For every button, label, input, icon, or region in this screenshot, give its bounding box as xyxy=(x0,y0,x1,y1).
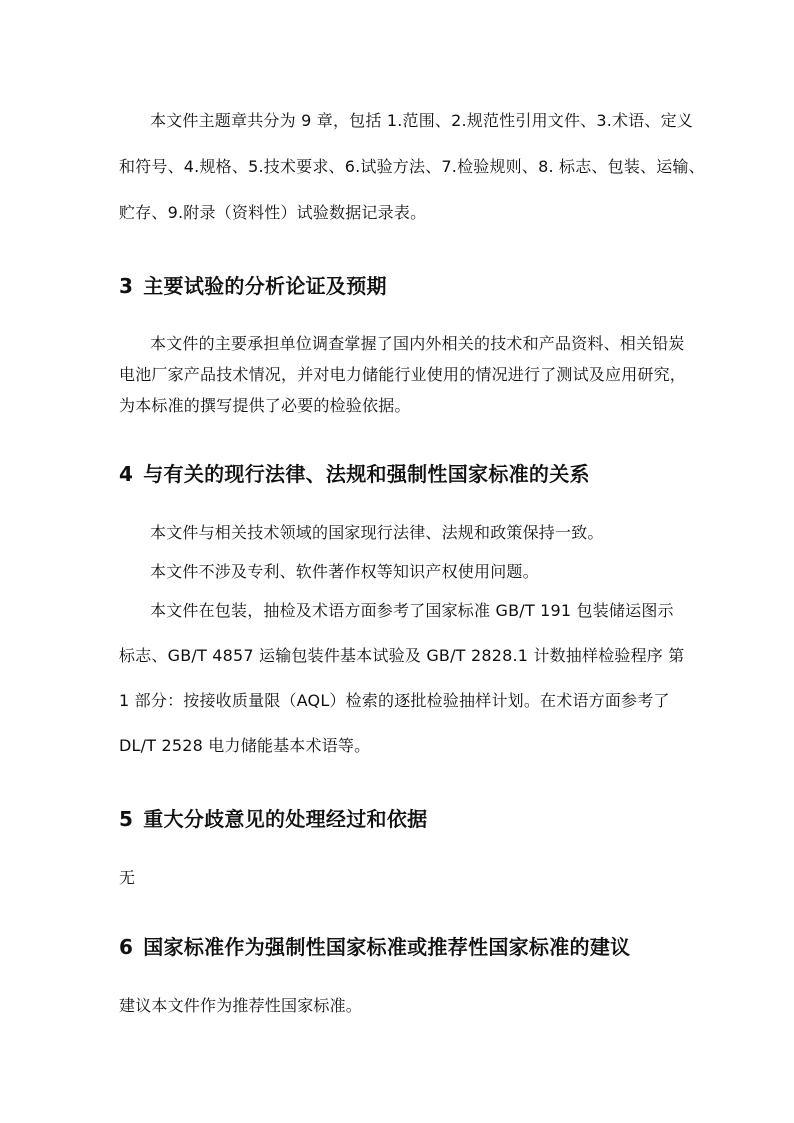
section-4-line-5: 1 部分：按接收质量限（AQL）检索的逐批检验抽样计划。在术语方面参考了 xyxy=(119,691,670,710)
intro-line-1: 本文件主题章共分为 9 章，包括 1.范围、2.规范性引用文件、3.术语、定义 xyxy=(150,111,694,130)
section-6-heading xyxy=(119,931,630,960)
section-title: 主要试验的分析论证及预期 xyxy=(143,274,387,298)
section-number: 4 xyxy=(119,462,134,486)
section-5-heading xyxy=(119,803,427,832)
section-3-heading xyxy=(119,270,387,299)
section-title: 与有关的现行法律、法规和强制性国家标准的关系 xyxy=(143,462,590,486)
section-5-line-1: 无 xyxy=(119,868,136,887)
section-title: 国家标准作为强制性国家标准或推荐性国家标准的建议 xyxy=(143,935,631,959)
section-4-line-4: 标志、GB/T 4857 运输包装件基本试验及 GB/T 2828.1 计数抽样检验程序 第 xyxy=(119,646,685,665)
section-title: 重大分歧意见的处理经过和依据 xyxy=(143,807,428,831)
section-4-line-2: 本文件不涉及专利、软件著作权等知识产权使用问题。 xyxy=(150,562,539,581)
section-number: 6 xyxy=(119,935,134,959)
section-number: 5 xyxy=(119,807,134,831)
intro-line-3: 贮存、9.附录（资料性）试验数据记录表。 xyxy=(119,203,427,222)
section-number: 3 xyxy=(119,274,134,298)
section-3-line-3: 为本标准的撰写提供了必要的检验依据。 xyxy=(119,396,411,415)
intro-line-2: 和符号、4.规格、5.技术要求、6.试验方法、7.检验规则、8. 标志、包装、运输、 xyxy=(119,157,705,176)
section-6-line-1: 建议本文件作为推荐性国家标准。 xyxy=(119,996,363,1015)
section-4-line-1: 本文件与相关技术领域的国家现行法律、法规和政策保持一致。 xyxy=(150,523,604,542)
section-4-heading xyxy=(119,458,590,487)
section-3-line-1: 本文件的主要承担单位调查掌握了国内外相关的技术和产品资料、相关铅炭 xyxy=(150,334,685,353)
section-3-line-2: 电池厂家产品技术情况，并对电力储能行业使用的情况进行了测试及应用研究， xyxy=(119,365,687,384)
section-4-line-6: DL/T 2528 电力储能基本术语等。 xyxy=(119,736,371,755)
section-4-line-3: 本文件在包装，抽检及术语方面参考了国家标准 GB/T 191 包装储运图示 xyxy=(150,601,674,620)
